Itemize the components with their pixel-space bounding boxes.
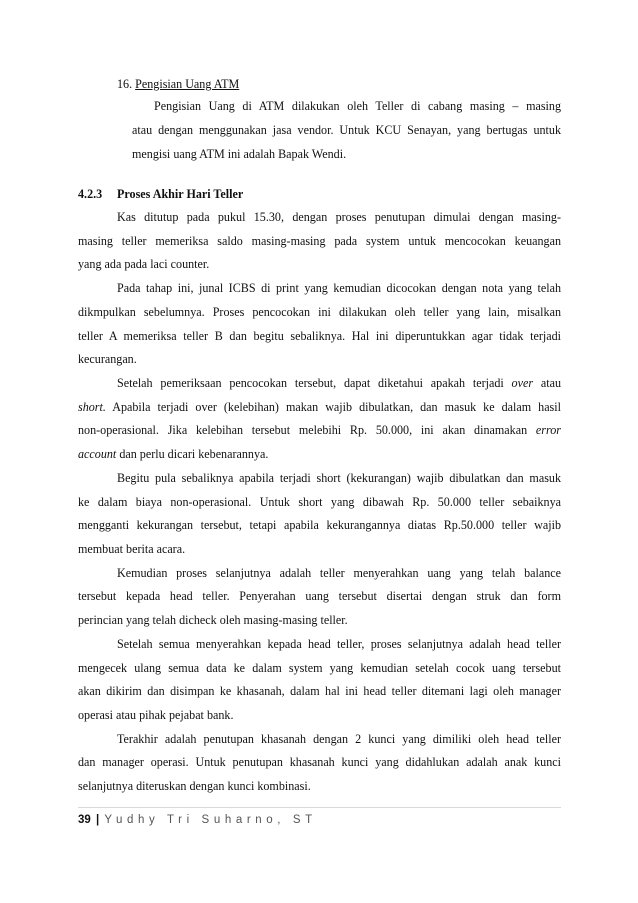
p4-line-1: Begitu pula sebaliknya apabila terjadi short (kekurangan) wajib dibulatkan dan masuk (117, 471, 561, 485)
page-footer (78, 813, 317, 827)
p3-line-4-text: dan perlu dicari kebenarannya. (116, 447, 269, 461)
p3-line-1-text: Setelah pemeriksaan pencocokan tersebut, dapat diketahui apakah terjadi (117, 376, 512, 390)
p3-term-short: short. (78, 400, 106, 414)
p6-line-2: mengecek ulang semua data ke dalam system yang kemudian setelah cocok uang tersebut (78, 661, 561, 675)
p3-line-4 (78, 446, 268, 462)
p3-term-error: error (535, 423, 561, 437)
p7-line-1: Terakhir adalah penutupan khasanah dengan 2 kunci yang dimiliki oleh head teller (117, 732, 561, 746)
p4-line-4: membuat berita acara. (78, 542, 186, 556)
p3-line-2 (78, 399, 561, 415)
p2-line-3: teller A memeriksa teller B dan begitu sebaliknya. Hal ini diperuntukkan agar tidak terjadi (78, 329, 561, 343)
p7-line-3: selanjutnya diteruskan dengan kunci kombinasi. (78, 779, 311, 793)
footer-author: Yudhy Tri Suharno, ST (104, 814, 317, 826)
p5-line-3: perincian yang telah dicheck oleh masing-masing teller. (78, 613, 348, 627)
p3-line-2-text: Apabila terjadi over (kelebihan) makan wajib dibulatkan, dan masuk ke dalam hasil (105, 400, 561, 414)
p4-line-2: ke dalam biaya non-operasional. Untuk short yang dibawah Rp. 50.000 teller sebaiknya (78, 495, 561, 509)
p2-line-4: kecurangan. (78, 352, 137, 366)
item-16-heading (117, 76, 239, 92)
page-number: 39 (78, 814, 91, 826)
item-16-line-1: Pengisian Uang di ATM dilakukan oleh Teller di cabang masing – masing (154, 99, 561, 113)
item-16-number: 16. (117, 77, 136, 91)
section-title: Proses Akhir Hari Teller (117, 187, 244, 201)
section-number: 4.2.3 (78, 187, 103, 201)
p2-line-1: Pada tahap ini, junal ICBS di print yang kemudian dicocokan dengan nota yang telah (117, 281, 561, 295)
p3-line-1 (78, 375, 561, 391)
p5-line-2: tersebut kepada head teller. Penyerahan uang tersebut disertai dengan struk dan form (78, 589, 561, 603)
p7-line-2: dan manager operasi. Untuk penutupan khasanah kunci yang didahlukan adalah anak kunci (78, 755, 561, 769)
item-16-line-2: atau dengan menggunakan jasa vendor. Untuk KCU Senayan, yang bertugas untuk (132, 123, 561, 137)
item-16-title: Pengisian Uang ATM (135, 77, 240, 91)
p1-line-3: yang ada pada laci counter. (78, 257, 210, 271)
p6-line-4: operasi atau pihak pejabat bank. (78, 708, 234, 722)
footer-separator: | (96, 814, 100, 826)
p2-line-2: dikmpulkan sebelumnya. Proses pencocokan ini dilakukan oleh teller yang lain, misalkan (78, 305, 561, 319)
p6-line-3: akan dikirim dan disimpan ke khasanah, dalam hal ini head teller ditemani lagi oleh manager (78, 684, 561, 698)
p5-line-1: Kemudian proses selanjutnya adalah teller menyerahkan uang yang telah balance (117, 566, 561, 580)
p3-line-3 (78, 422, 561, 438)
p1-line-2: masing teller memeriksa saldo masing-masing pada system untuk mencocokan keuangan (78, 234, 561, 248)
footer-divider (78, 807, 561, 808)
p6-line-1: Setelah semua menyerahkan kepada head teller, proses selanjutnya adalah head teller (117, 637, 561, 651)
item-16-line-3: mengisi uang ATM ini adalah Bapak Wendi. (132, 147, 347, 161)
p3-line-1-end: atau (533, 376, 561, 390)
p1-line-1: Kas ditutup pada pukul 15.30, dengan proses penutupan dimulai dengan masing- (117, 210, 561, 224)
p3-term-over: over (511, 376, 534, 390)
p4-line-3: mengganti kekurangan tersebut, tetapi apabila kekurangannya diatas Rp.50.000 teller wajib (78, 518, 561, 532)
p3-term-account: account (78, 447, 117, 461)
p3-line-3-text: non-operasional. Jika kelebihan tersebut melebihi Rp. 50.000, ini akan dinamakan (78, 423, 536, 437)
